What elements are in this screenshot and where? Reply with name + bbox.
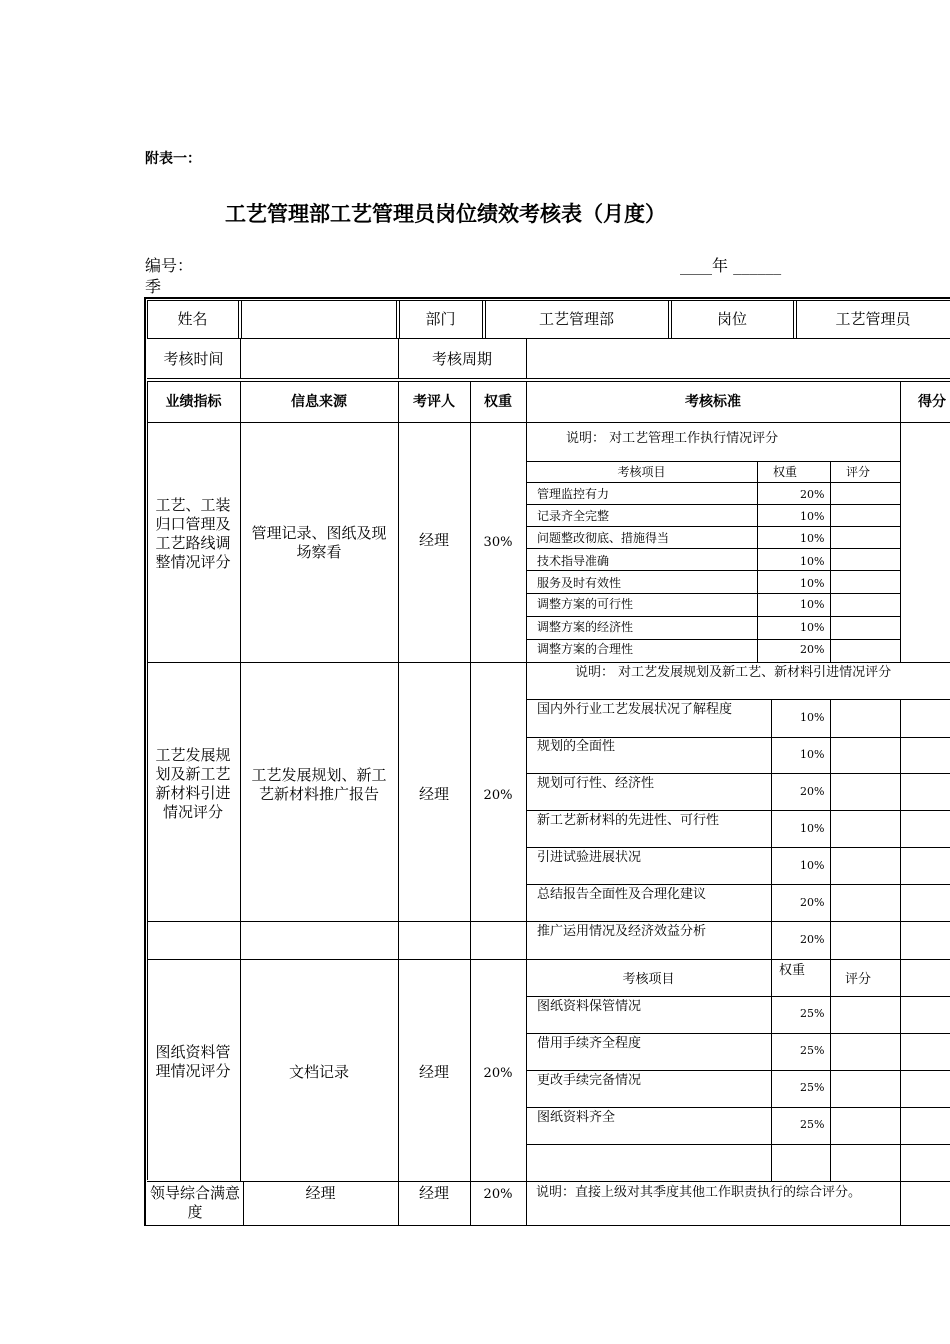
section4-weight: 20% <box>483 1187 513 1202</box>
section2-score-cell[interactable] <box>901 700 950 920</box>
section2-item-weight: 20% <box>800 933 825 946</box>
name-value-cell[interactable] <box>242 301 395 337</box>
section4-source: 经理 <box>305 1184 336 1202</box>
name-label: 姓名 <box>177 310 208 328</box>
section3-score-cell[interactable] <box>901 960 950 1180</box>
period-label: 考核周期 <box>431 350 492 368</box>
section1-item-weight: 10% <box>800 510 825 523</box>
section1-item-name: 调整方案的经济性 <box>537 620 634 634</box>
section2-item-name: 规划可行性、经济性 <box>537 776 655 791</box>
section2-item-weight: 10% <box>800 822 825 835</box>
section2-item-name: 国内外行业工艺发展状况了解程度 <box>537 702 733 717</box>
section2-source: 工艺发展规划、新工艺新材料推广报告 <box>251 766 387 803</box>
section3-subheader-item: 考核项目 <box>622 972 675 987</box>
season-label: 季 <box>145 277 162 296</box>
section1-indicator: 工艺、工装归口管理及工艺路线调整情况评分 <box>155 496 231 571</box>
section3-item-name: 图纸资料保管情况 <box>537 999 642 1014</box>
section3-source: 文档记录 <box>288 1063 349 1081</box>
period-value-cell[interactable] <box>527 339 950 377</box>
section2-item-name: 引进试验进展状况 <box>537 850 642 865</box>
section2-item-weight: 20% <box>800 785 825 798</box>
section4-note: 说明：直接上级对其季度其他工作职责执行的综合评分。 <box>536 1185 862 1200</box>
section1-item-weight: 10% <box>800 577 825 590</box>
section1-item-weight: 10% <box>800 598 825 611</box>
section2-item-name: 新工艺新材料的先进性、可行性 <box>537 813 720 828</box>
year-label: ____年 ______ <box>680 256 782 275</box>
section2-note: 说明： 对工艺发展规划及新工艺、新材料引进情况评分 <box>575 665 892 680</box>
section1-item-name: 服务及时有效性 <box>537 576 622 590</box>
section2-indicator: 工艺发展规划及新工艺新材料引进情况评分 <box>155 746 231 821</box>
post-label: 岗位 <box>716 310 747 328</box>
section1-weight: 30% <box>483 535 513 550</box>
section2-item-weight: 20% <box>800 896 825 909</box>
col-source: 信息来源 <box>291 394 347 410</box>
col-standard: 考核标准 <box>685 394 741 410</box>
section2-item-weight: 10% <box>800 711 825 724</box>
section3-indicator: 图纸资料管理情况评分 <box>155 1043 231 1080</box>
section4-reviewer: 经理 <box>418 1184 449 1202</box>
col-score: 得分 <box>918 394 946 410</box>
section3-subheader-score: 评分 <box>844 972 871 987</box>
col-reviewer: 考评人 <box>413 394 455 410</box>
section2-item-name: 总结报告全面性及合理化建议 <box>537 887 707 902</box>
section1-item-weight: 10% <box>800 532 825 545</box>
section1-item-weight: 20% <box>800 488 825 501</box>
section2-item-name: 规划的全面性 <box>537 739 616 754</box>
section3-item-weight: 25% <box>800 1044 825 1057</box>
section1-item-name: 管理监控有力 <box>537 487 610 501</box>
section2-item-weight: 10% <box>800 748 825 761</box>
section4-indicator: 领导综合满意度 <box>150 1184 241 1221</box>
dept-label: 部门 <box>425 310 456 328</box>
section3-item-name: 借用手续齐全程度 <box>537 1036 642 1051</box>
time-label: 考核时间 <box>163 350 224 368</box>
section1-score-cell[interactable] <box>901 423 950 661</box>
section1-note: 说明： 对工艺管理工作执行情况评分 <box>566 431 779 446</box>
col-indicator: 业绩指标 <box>165 394 222 410</box>
section1-source: 管理记录、图纸及现场察看 <box>251 524 387 561</box>
section2-item-weight: 10% <box>800 859 825 872</box>
section1-item-name: 调整方案的合理性 <box>537 642 634 656</box>
section2-reviewer: 经理 <box>418 785 449 803</box>
col-weight: 权重 <box>484 394 512 410</box>
section3-item-weight: 25% <box>800 1118 825 1131</box>
section1-item-name: 问题整改彻底、措施得当 <box>537 531 670 545</box>
section1-subheader-score: 评分 <box>845 465 870 479</box>
section3-reviewer: 经理 <box>418 1063 449 1081</box>
dept-value: 工艺管理部 <box>538 310 614 328</box>
section2-weight: 20% <box>483 788 513 803</box>
section2-item-name: 推广运用情况及经济效益分析 <box>537 924 707 939</box>
section3-subheader-weight: 权重 <box>778 963 805 978</box>
section1-item-name: 调整方案的可行性 <box>537 597 634 611</box>
section1-item-weight: 10% <box>800 621 825 634</box>
section3-item-name: 图纸资料齐全 <box>537 1110 616 1125</box>
section1-item-weight: 10% <box>800 555 825 568</box>
page-title: 工艺管理部工艺管理员岗位绩效考核表（月度） <box>225 201 666 226</box>
section1-item-weight: 20% <box>800 643 825 656</box>
section3-item-weight: 25% <box>800 1007 825 1020</box>
appendix-label: 附表一： <box>145 151 201 167</box>
section4-score-cell[interactable] <box>901 1182 950 1224</box>
time-value-cell[interactable] <box>241 339 397 377</box>
post-value: 工艺管理员 <box>835 310 911 328</box>
section3-weight: 20% <box>483 1066 513 1081</box>
section1-subheader-item: 考核项目 <box>617 465 666 479</box>
section1-item-name: 记录齐全完整 <box>537 509 610 523</box>
number-label: 编号： <box>145 256 194 275</box>
section1-reviewer: 经理 <box>418 531 449 549</box>
section3-item-weight: 25% <box>800 1081 825 1094</box>
section3-item-name: 更改手续完备情况 <box>537 1073 642 1088</box>
section1-item-name: 技术指导准确 <box>537 554 610 568</box>
section1-subheader-weight: 权重 <box>772 465 797 479</box>
